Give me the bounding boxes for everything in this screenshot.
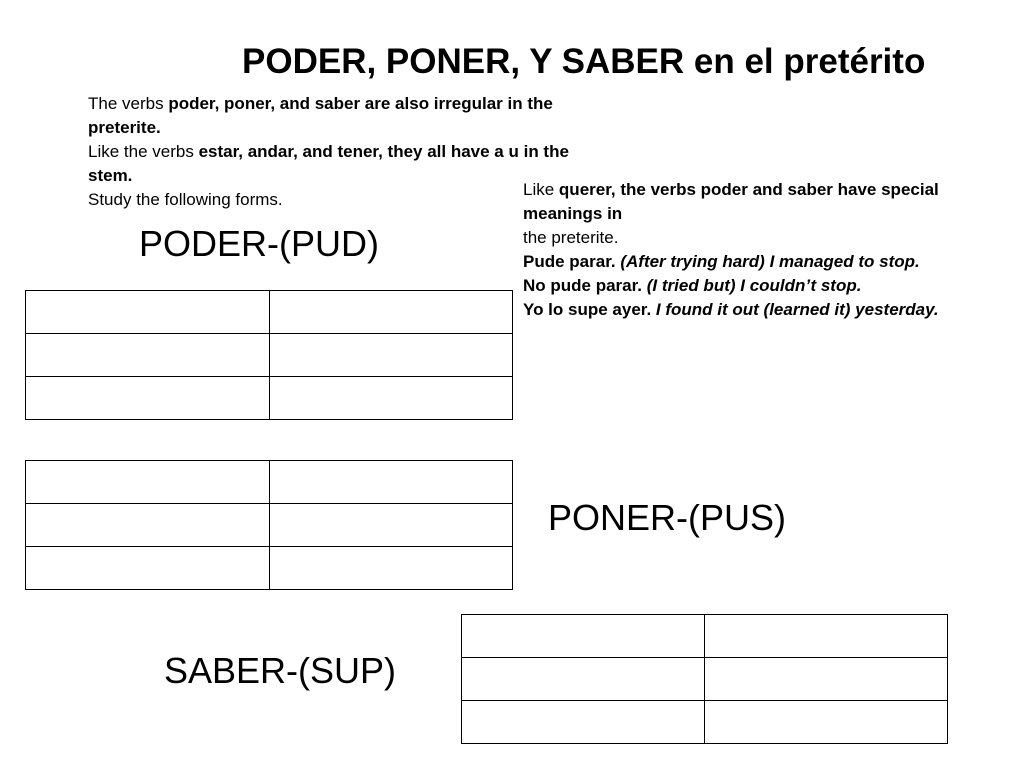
special-meanings-notes bbox=[523, 178, 1018, 322]
table-cell bbox=[269, 377, 513, 420]
table-cell bbox=[269, 547, 513, 590]
example-3-english: I found it out (learned it) yesterday. bbox=[655, 300, 939, 319]
example-3-spanish: Yo lo supe ayer. bbox=[523, 300, 652, 319]
intro-line-2-plain: Like the verbs bbox=[88, 142, 199, 161]
table-cell bbox=[26, 291, 270, 334]
intro-line-1 bbox=[88, 92, 588, 140]
intro-text bbox=[88, 92, 588, 212]
table-cell bbox=[269, 334, 513, 377]
table-row bbox=[462, 615, 948, 658]
table-cell bbox=[462, 658, 705, 701]
table-cell bbox=[26, 547, 270, 590]
table-row bbox=[26, 547, 513, 590]
table-cell bbox=[26, 377, 270, 420]
table-row bbox=[26, 334, 513, 377]
poder-conjugation-table bbox=[25, 290, 513, 420]
table-row bbox=[26, 461, 513, 504]
example-2-english: (I tried but) I couldn’t stop. bbox=[646, 276, 862, 295]
example-3 bbox=[523, 298, 1018, 322]
notes-line-1-bold: querer, the verbs poder and saber have special meanings in bbox=[523, 180, 939, 223]
intro-line-3: Study the following forms. bbox=[88, 190, 283, 209]
table-cell bbox=[462, 615, 705, 658]
example-1 bbox=[523, 250, 1018, 274]
intro-line-2-bold: estar, andar, and tener, they all have a u in the stem. bbox=[88, 142, 569, 185]
page-title: PODER, PONER, Y SABER en el pretérito bbox=[242, 42, 926, 81]
poner-heading: PONER-(PUS) bbox=[548, 497, 787, 538]
table-cell bbox=[462, 701, 705, 744]
example-1-english: (After trying hard) I managed to stop. bbox=[620, 252, 920, 271]
table-cell bbox=[26, 461, 270, 504]
table-row bbox=[26, 504, 513, 547]
table-cell bbox=[26, 334, 270, 377]
intro-line-1-bold: poder, poner, and saber are also irregular in the preterite. bbox=[88, 94, 553, 137]
example-2-spanish: No pude parar. bbox=[523, 276, 643, 295]
table-row bbox=[26, 377, 513, 420]
table-cell bbox=[269, 291, 513, 334]
table-cell bbox=[269, 504, 513, 547]
notes-line-2: the preterite. bbox=[523, 228, 619, 247]
table-cell bbox=[705, 701, 948, 744]
poner-conjugation-table bbox=[25, 460, 513, 590]
table-row bbox=[462, 658, 948, 701]
poder-heading: PODER-(PUD) bbox=[139, 223, 379, 264]
table-row bbox=[462, 701, 948, 744]
table-row bbox=[26, 291, 513, 334]
intro-line-2 bbox=[88, 140, 588, 188]
example-2 bbox=[523, 274, 1018, 298]
notes-line-1-plain: Like bbox=[523, 180, 559, 199]
saber-heading: SABER-(SUP) bbox=[164, 650, 397, 691]
example-1-spanish: Pude parar. bbox=[523, 252, 616, 271]
table-cell bbox=[705, 615, 948, 658]
table-cell bbox=[269, 461, 513, 504]
saber-conjugation-table bbox=[461, 614, 948, 744]
intro-line-1-plain: The verbs bbox=[88, 94, 169, 113]
notes-line-1 bbox=[523, 178, 1018, 226]
table-cell bbox=[26, 504, 270, 547]
table-cell bbox=[705, 658, 948, 701]
